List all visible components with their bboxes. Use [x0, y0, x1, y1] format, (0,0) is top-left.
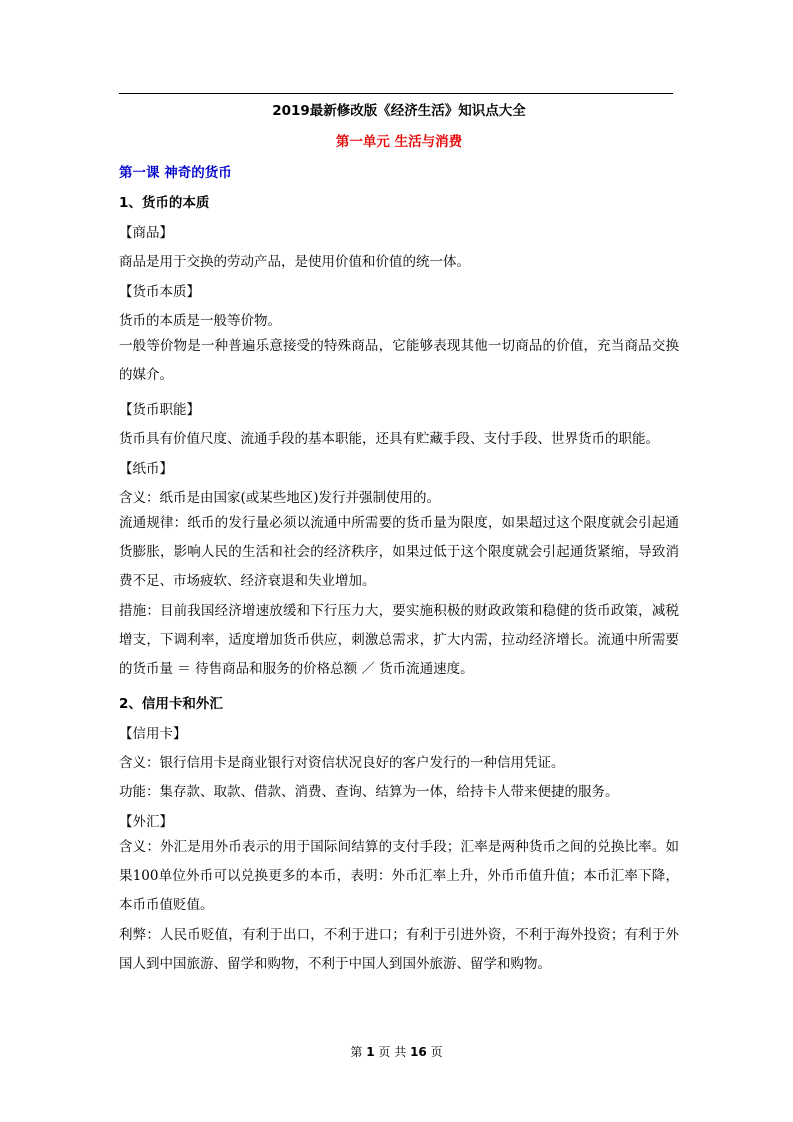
paragraph: 含义：纸币是由国家(或某些地区)发行并强制使用的。	[119, 490, 441, 506]
lesson-title: 第一课 神奇的货币	[119, 165, 232, 181]
paragraph: 一般等价物是一种普遍乐意接受的特殊商品，它能够表现其他一切商品的价值，充当商品交换的媒介。	[119, 338, 679, 383]
page-footer	[0, 1044, 793, 1060]
paragraph: 货币具有价值尺度、流通手段的基本职能，还具有贮藏手段、支付手段、世界货币的职能。	[119, 431, 659, 447]
footer-total-pages: 16	[410, 1045, 427, 1059]
footer-prefix: 第	[350, 1045, 363, 1059]
section-heading: 1、货币的本质	[119, 195, 210, 211]
footer-page-number: 1	[366, 1045, 375, 1059]
unit-title: 第一单元 生活与消费	[335, 134, 463, 150]
term-tag: 【信用卡】	[119, 726, 187, 742]
term-tag: 【货币本质】	[119, 284, 200, 300]
document-body	[119, 97, 679, 979]
paragraph: 含义：银行信用卡是商业银行对资信状况良好的客户发行的一种信用凭证。	[119, 755, 565, 771]
footer-middle: 页 共	[378, 1045, 407, 1059]
document-title: 2019最新修改版《经济生活》知识点大全	[272, 103, 526, 119]
footer-suffix: 页	[430, 1045, 443, 1059]
header-rule	[119, 93, 673, 94]
term-tag: 【商品】	[119, 225, 173, 241]
paragraph: 功能：集存款、取款、借款、消费、查询、结算为一体，给持卡人带来便捷的服务。	[119, 784, 619, 800]
paragraph: 措施：目前我国经济增速放缓和下行压力大，要实施积极的财政政策和稳健的货币政策，减税增支，下调利率，适度增加货币供应，刺激总需求，扩大内需，拉动经济增长。流通中所需要的货币量 ＝ 待售商品和服务的价格总额 ／ 货币流通速度。	[119, 603, 679, 677]
term-tag: 【外汇】	[119, 814, 173, 830]
paragraph: 利弊：人民币贬值，有利于出口，不利于进口；有利于引进外资，不利于海外投资；有利于外国人到中国旅游、留学和购物，不利于中国人到国外旅游、留学和购物。	[119, 927, 679, 972]
section-heading: 2、信用卡和外汇	[119, 696, 223, 712]
term-tag: 【货币职能】	[119, 402, 200, 418]
term-tag: 【纸币】	[119, 461, 173, 477]
paragraph: 流通规律：纸币的发行量必须以流通中所需要的货币量为限度，如果超过这个限度就会引起通货膨胀，影响人民的生活和社会的经济秩序，如果过低于这个限度就会引起通货紧缩，导致消费不足、市场疲软、经济衰退和失业增加。	[119, 515, 679, 589]
paragraph: 商品是用于交换的劳动产品，是使用价值和价值的统一体。	[119, 254, 470, 270]
paragraph: 含义：外汇是用外币表示的用于国际间结算的支付手段；汇率是两种货币之间的兑换比率。如果100单位外币可以兑换更多的本币，表明：外币汇率上升，外币币值升值；本币汇率下降，本币币值贬值。	[119, 839, 679, 913]
paragraph: 货币的本质是一般等价物。	[119, 313, 281, 329]
